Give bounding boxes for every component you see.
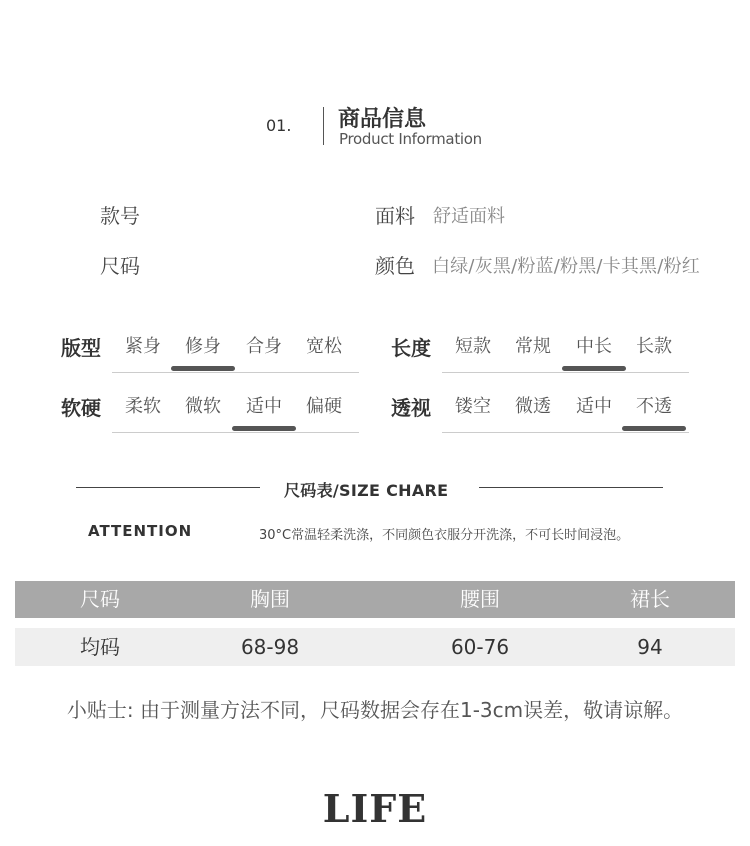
- fabric-value: 舒适面料: [433, 206, 505, 227]
- attr-fit-option: 合身: [246, 336, 282, 357]
- attr-length-label: 长度: [391, 336, 431, 360]
- care-note: 30°C常温轻柔洗涤，不同颜色衣服分开洗涤，不可长时间浸泡。: [259, 528, 630, 543]
- section-number: 01.: [266, 116, 292, 135]
- header-length: 裙长: [630, 587, 670, 611]
- attr-fit-options: [112, 332, 359, 373]
- attr-transparency-option: 适中: [576, 396, 612, 417]
- attr-length-option-selected: 中长: [566, 332, 622, 358]
- title-rule-right: [479, 487, 663, 488]
- header-bust: 胸围: [250, 587, 290, 611]
- attr-length-option: 长款: [636, 336, 672, 357]
- attr-hardness-options: [112, 392, 359, 433]
- attr-length-option: 常规: [515, 336, 551, 357]
- brand-logo: LIFE: [322, 786, 428, 831]
- cell-waist: 60-76: [450, 635, 510, 659]
- attr-fit-label: 版型: [61, 336, 101, 360]
- attr-fit-option: 紧身: [125, 336, 161, 357]
- section-title-en: Product Information: [339, 130, 482, 148]
- size-label: 尺码: [100, 254, 140, 278]
- section-divider: [323, 107, 324, 145]
- measurement-tip: 小贴士: 由于测量方法不同，尺码数据会存在1-3cm误差，敬请谅解。: [66, 698, 684, 722]
- style-no-label: 款号: [100, 204, 140, 228]
- section-title-cn: 商品信息: [338, 107, 427, 132]
- attr-hardness-option-selected: 适中: [236, 392, 292, 418]
- size-table-header: [15, 581, 735, 618]
- attr-fit-option: 宽松: [306, 336, 342, 357]
- cell-bust: 68-98: [240, 635, 300, 659]
- attr-transparency-option: 镂空: [455, 396, 491, 417]
- cell-length: 94: [637, 635, 663, 659]
- attr-hardness-option: 微软: [185, 396, 221, 417]
- attr-hardness-option: 柔软: [125, 396, 161, 417]
- color-label: 颜色: [375, 254, 415, 278]
- color-value: 白绿/灰黑/粉蓝/粉黑/卡其黑/粉红: [432, 256, 700, 277]
- attr-length-options: [442, 332, 689, 373]
- attr-transparency-options: [442, 392, 689, 433]
- size-chart-title: 尺码表/SIZE CHARE: [284, 481, 449, 500]
- attr-transparency-option: 微透: [515, 396, 551, 417]
- attr-fit-option-selected: 修身: [175, 332, 231, 358]
- attr-hardness-label: 软硬: [61, 396, 101, 420]
- header-waist: 腰围: [460, 587, 500, 611]
- attr-hardness-option: 偏硬: [306, 396, 342, 417]
- fabric-label: 面料: [375, 204, 415, 228]
- table-row: [15, 628, 735, 666]
- attention-label: ATTENTION: [88, 522, 193, 540]
- attr-transparency-label: 透视: [391, 396, 431, 420]
- cell-size: 均码: [80, 635, 120, 659]
- header-size: 尺码: [80, 587, 120, 611]
- title-rule-left: [76, 487, 260, 488]
- attr-transparency-option-selected: 不透: [626, 392, 682, 418]
- attr-length-option: 短款: [455, 336, 491, 357]
